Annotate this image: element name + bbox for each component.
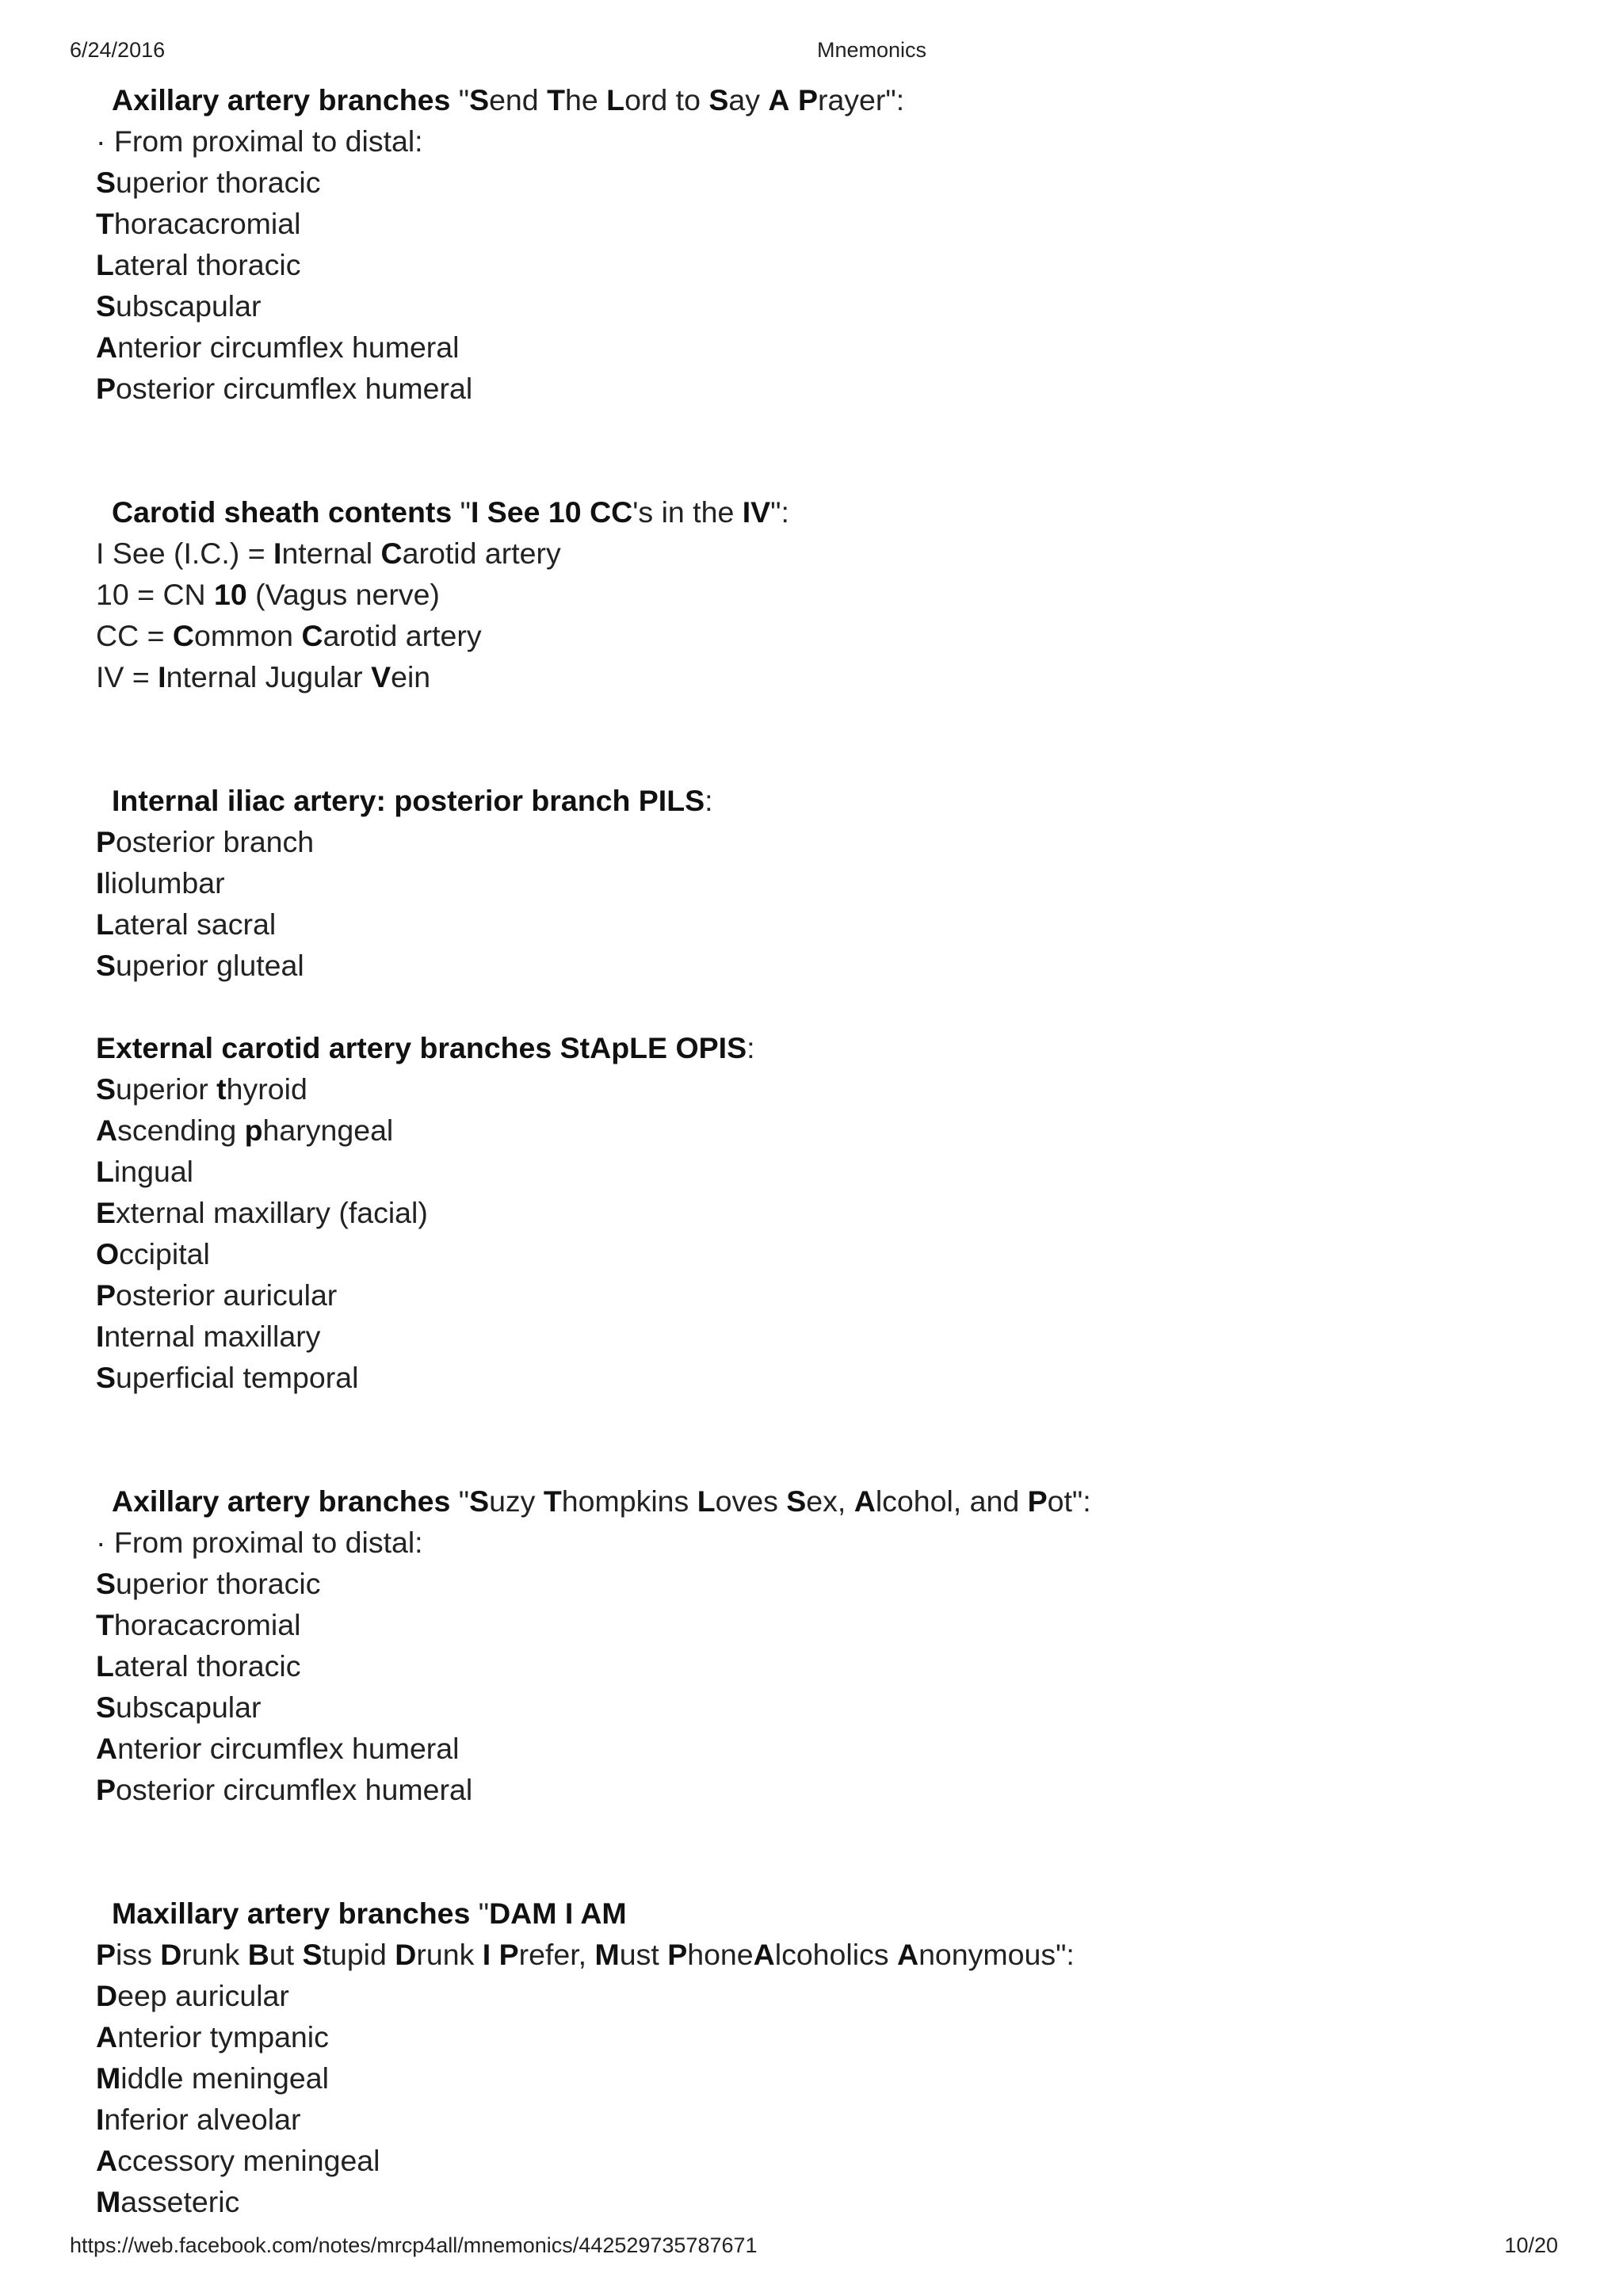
bold-text: C	[380, 537, 403, 570]
text-line	[96, 2140, 1562, 2181]
text-span: liolumbar	[104, 866, 225, 900]
text-span: ubscapular	[116, 289, 262, 323]
text-line	[96, 1522, 1562, 1563]
text-span: nterior circumflex humeral	[117, 330, 460, 364]
spacer	[96, 1398, 1562, 1439]
text-span: ex,	[806, 1484, 854, 1518]
text-span: ccipital	[119, 1237, 210, 1270]
text-span: iddle meningeal	[120, 2061, 329, 2095]
text-span: eep auricular	[117, 1979, 289, 2012]
bold-text: L	[96, 1649, 114, 1683]
mnemonic-heading	[96, 780, 1562, 821]
text-line	[96, 1728, 1562, 1769]
text-line	[96, 1975, 1562, 2016]
text-line	[96, 1274, 1562, 1316]
bold-text: D	[96, 1979, 118, 2012]
text-line	[96, 285, 1562, 327]
spacer	[96, 739, 1562, 780]
source-url: https://web.facebook.com/notes/mrcp4all/mnemonics/442529735787671	[70, 2233, 758, 2257]
bold-text: S	[786, 1484, 807, 1518]
text-line	[96, 1151, 1562, 1192]
text-span: haryngeal	[262, 1114, 394, 1147]
mnemonic-heading	[96, 79, 1562, 120]
spacer	[96, 1439, 1562, 1480]
spacer	[96, 1810, 1562, 1851]
bold-text: Axillary artery branches	[112, 83, 451, 117]
text-span: ":	[770, 495, 789, 529]
bold-text: S	[302, 1938, 323, 1971]
text-span: (Vagus nerve)	[246, 578, 440, 611]
text-line	[96, 656, 1562, 697]
text-line	[96, 120, 1562, 162]
text-span	[491, 1938, 498, 1971]
text-line	[96, 244, 1562, 285]
text-line	[96, 1563, 1562, 1604]
text-line	[96, 2057, 1562, 2099]
text-span: xternal maxillary (facial)	[116, 1196, 428, 1229]
bold-text: B	[247, 1938, 269, 1971]
text-span: 10 = CN	[96, 578, 215, 611]
bold-text: Carotid sheath contents	[112, 495, 453, 529]
text-span: horacacromial	[113, 207, 301, 240]
text-line	[96, 203, 1562, 244]
bold-text: C	[172, 619, 194, 652]
bold-text: C	[301, 619, 323, 652]
bold-text: Axillary artery branches	[112, 1484, 451, 1518]
bold-text: t	[216, 1072, 227, 1106]
text-span: uperficial temporal	[116, 1361, 359, 1394]
bold-text: A	[896, 1938, 919, 1971]
bold-text: A	[96, 330, 118, 364]
text-line	[96, 1316, 1562, 1357]
bold-text: S	[469, 1484, 490, 1518]
bold-text: A	[96, 1114, 118, 1147]
bold-text: P	[797, 83, 818, 117]
bold-text: I	[158, 660, 166, 693]
text-span: "	[452, 495, 471, 529]
page-number: 10/20	[1504, 2233, 1558, 2257]
text-line	[96, 1934, 1562, 1975]
text-span: ein	[391, 660, 431, 693]
bold-text: A	[768, 83, 790, 117]
bold-text: S	[96, 1361, 116, 1394]
page-date: 6/24/2016	[70, 38, 166, 62]
text-span	[790, 83, 798, 117]
text-span: nternal maxillary	[104, 1320, 321, 1353]
mnemonic-heading	[96, 1480, 1562, 1522]
text-span: he	[565, 83, 607, 117]
bold-text: T	[547, 83, 565, 117]
text-span: runk	[416, 1938, 483, 1971]
bold-text: I	[482, 1938, 491, 1971]
bold-text: A	[96, 1732, 118, 1765]
text-span: uperior thoracic	[116, 166, 321, 199]
text-span: hone	[687, 1938, 754, 1971]
bold-text: IV	[742, 495, 771, 529]
bold-text: P	[498, 1938, 519, 1971]
spacer	[96, 450, 1562, 491]
bold-text: S	[96, 949, 116, 982]
text-span: ubscapular	[116, 1690, 262, 1724]
bold-text: S	[96, 289, 116, 323]
text-span: uzy	[489, 1484, 544, 1518]
text-line	[96, 2099, 1562, 2140]
bold-text: DAM I AM	[489, 1897, 627, 1930]
bold-text: p	[244, 1114, 263, 1147]
text-line	[96, 1687, 1562, 1728]
text-span: · From proximal to distal:	[96, 1526, 423, 1559]
bold-text: P	[667, 1938, 688, 1971]
text-span: IV =	[96, 660, 158, 693]
text-span: arotid artery	[323, 619, 482, 652]
text-span: nonymous":	[918, 1938, 1075, 1971]
bold-text: T	[543, 1484, 562, 1518]
text-span: ccessory meningeal	[117, 2144, 380, 2177]
bold-text: S	[96, 166, 116, 199]
text-span: ingual	[113, 1155, 194, 1188]
bold-text: P	[1027, 1484, 1048, 1518]
spacer	[96, 986, 1562, 1027]
text-line	[96, 1068, 1562, 1110]
text-span: scending	[117, 1114, 245, 1147]
mnemonic-heading	[96, 1893, 1562, 1934]
text-span: osterior circumflex humeral	[116, 372, 473, 405]
text-line	[96, 1604, 1562, 1645]
text-span: lcoholics	[774, 1938, 897, 1971]
text-span: uperior thoracic	[116, 1567, 321, 1600]
text-span: iss	[116, 1938, 161, 1971]
bold-text: I	[96, 866, 105, 900]
text-span: nternal	[281, 537, 381, 570]
bold-text: P	[96, 1938, 116, 1971]
text-span: ommon	[194, 619, 302, 652]
text-line	[96, 2016, 1562, 2057]
text-span: I See (I.C.) =	[96, 537, 274, 570]
bold-text: L	[96, 907, 114, 941]
text-span: tupid	[322, 1938, 395, 1971]
text-span: osterior branch	[116, 825, 315, 858]
spacer	[96, 409, 1562, 450]
text-span: runk	[181, 1938, 248, 1971]
text-span: nterior tympanic	[117, 2020, 329, 2053]
text-span: nternal Jugular	[166, 660, 372, 693]
bold-text: S	[96, 1567, 116, 1600]
text-span: hyroid	[226, 1072, 307, 1106]
text-span: ut	[269, 1938, 303, 1971]
text-span: oves	[715, 1484, 787, 1518]
text-line	[96, 1357, 1562, 1398]
bold-text: M	[96, 2185, 121, 2218]
text-span: horacacromial	[113, 1608, 301, 1641]
text-span: "	[470, 1897, 490, 1930]
text-line	[96, 327, 1562, 368]
bold-text: I	[273, 537, 282, 570]
text-span: nterior circumflex humeral	[117, 1732, 460, 1765]
bold-text: S	[96, 1072, 116, 1106]
text-span: rayer":	[817, 83, 905, 117]
text-line	[96, 1233, 1562, 1274]
text-line	[96, 904, 1562, 945]
bold-text: A	[753, 1938, 775, 1971]
bold-text: A	[854, 1484, 876, 1518]
bold-text: D	[395, 1938, 417, 1971]
spacer	[96, 697, 1562, 739]
bold-text: D	[160, 1938, 182, 1971]
bold-text: I	[96, 2103, 105, 2136]
bold-text: Maxillary artery branches	[112, 1897, 471, 1930]
bold-text: A	[96, 2020, 118, 2053]
text-span: nferior alveolar	[104, 2103, 301, 2136]
text-span: · From proximal to distal:	[96, 124, 423, 158]
bold-text: P	[96, 1278, 116, 1312]
bold-text: S	[708, 83, 729, 117]
bold-text: L	[697, 1484, 716, 1518]
page-title: Mnemonics	[816, 38, 927, 62]
text-span: 's in the	[632, 495, 743, 529]
text-span: ord to	[624, 83, 709, 117]
bold-text: L	[606, 83, 625, 117]
text-line	[96, 615, 1562, 656]
mnemonic-heading	[96, 491, 1562, 533]
spacer	[96, 1851, 1562, 1893]
text-span: ay	[728, 83, 769, 117]
bold-text: I See 10 CC	[470, 495, 633, 529]
bold-text: L	[96, 1155, 114, 1188]
text-span: arotid artery	[402, 537, 561, 570]
document-body	[96, 79, 1562, 2222]
bold-text: P	[96, 825, 116, 858]
text-span: CC =	[96, 619, 173, 652]
text-span: asseteric	[120, 2185, 240, 2218]
text-span: ust	[619, 1938, 668, 1971]
bold-text: External carotid artery branches StApLE OPIS	[96, 1031, 747, 1064]
text-span: ateral sacral	[113, 907, 277, 941]
text-line	[96, 1110, 1562, 1151]
bold-text: O	[96, 1237, 120, 1270]
bold-text: T	[96, 207, 114, 240]
text-span: ateral thoracic	[113, 248, 301, 281]
bold-text: 10	[214, 578, 247, 611]
bold-text: P	[96, 372, 116, 405]
text-span: lcohol, and	[875, 1484, 1028, 1518]
bold-text: S	[469, 83, 490, 117]
bold-text: L	[96, 248, 114, 281]
bold-text: Internal iliac artery: posterior branch PILS	[112, 784, 705, 817]
bold-text: P	[96, 1773, 116, 1806]
text-span: uperior gluteal	[116, 949, 304, 982]
bold-text: V	[371, 660, 391, 693]
text-span: "	[450, 1484, 470, 1518]
bold-text: S	[96, 1690, 116, 1724]
bold-text: E	[96, 1196, 116, 1229]
bold-text: M	[594, 1938, 620, 1971]
bold-text: I	[96, 1320, 105, 1353]
text-line	[96, 1645, 1562, 1687]
text-span: end	[489, 83, 548, 117]
text-line	[96, 162, 1562, 203]
text-line	[96, 1192, 1562, 1233]
text-span: :	[747, 1031, 755, 1064]
text-span: "	[450, 83, 470, 117]
bold-text: A	[96, 2144, 118, 2177]
text-line	[96, 862, 1562, 904]
text-line	[96, 1027, 1562, 1068]
text-line	[96, 574, 1562, 615]
text-line	[96, 1769, 1562, 1810]
text-span: osterior auricular	[116, 1278, 338, 1312]
text-span: refer,	[518, 1938, 595, 1971]
text-span: :	[705, 784, 713, 817]
text-span: hompkins	[561, 1484, 697, 1518]
text-span: ateral thoracic	[113, 1649, 301, 1683]
text-line	[96, 368, 1562, 409]
text-line	[96, 821, 1562, 862]
text-span: uperior	[116, 1072, 217, 1106]
text-span: ot":	[1047, 1484, 1091, 1518]
text-span: osterior circumflex humeral	[116, 1773, 473, 1806]
bold-text: T	[96, 1608, 114, 1641]
text-line	[96, 945, 1562, 986]
text-line	[96, 2181, 1562, 2222]
text-line	[96, 533, 1562, 574]
bold-text: M	[96, 2061, 121, 2095]
